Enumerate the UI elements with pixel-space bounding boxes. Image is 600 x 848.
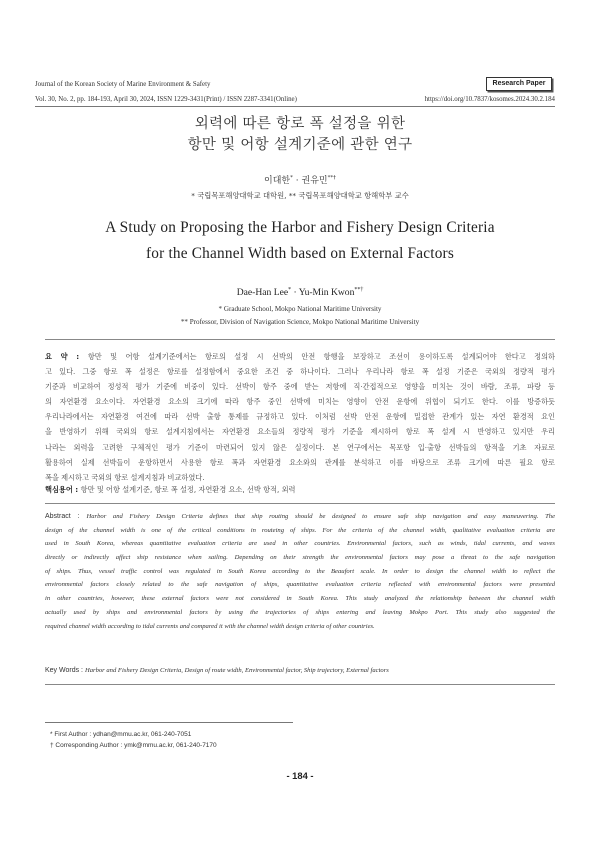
english-abstract-line: actually used by ships and environmental factors by using the trajectories of ships entering and leaving Mokpo Port. This study also suggested the [45, 608, 555, 616]
english-abstract-line: environmental factors closely related to the safe navigation of ships, quantitative evaluation criteria reflected with environmental factors were presented [45, 581, 555, 589]
korean-abstract-line: 기준과 비교하여 정성적 평가 기준에 비중이 있다. 선박이 항주 중에 받는 저항에 직·간접적으로 영향을 미치는 것이 바람, 조류, 파랑 등 [45, 382, 555, 392]
korean-affiliation: * 국립목포해양대학교 대학원, ** 국립목포해양대학교 항해학부 교수 [191, 191, 409, 200]
footnote-divider [45, 722, 293, 723]
abstract-bottom-divider [45, 684, 555, 685]
english-abstract-line: required channel width according to tidal currents and compared it with the channel width design criteria of other countries. [45, 622, 375, 630]
korean-abstract [45, 349, 555, 485]
english-affiliation-2: ** Professor, Division of Navigation Science, Mokpo National Maritime University [180, 318, 420, 326]
english-keywords-label: Key Words : [45, 667, 85, 674]
abstract-mid-divider [45, 503, 555, 504]
author-separator: · [291, 287, 299, 298]
korean-keywords-label: 핵심용어 : [45, 485, 81, 494]
doi-link[interactable]: https://doi.org/10.7837/kosomes.2024.30.2.184 [424, 96, 555, 103]
english-keywords-text: Harbor and Fishery Design Criteria, Design of route width, Environmental factor, Ship trajectory, External factors [84, 667, 389, 674]
english-authors [0, 287, 600, 298]
english-abstract-line: of ships. Thus, vessel traffic control was regulated in South Korea according to the Beaufort scale. In order to design the channel width to reflect the [45, 567, 555, 575]
english-author-1: Dae-Han Lee [236, 287, 289, 298]
english-title-line-1: A Study on Proposing the Harbor and Fishery Design Criteria [105, 219, 495, 236]
header-divider [35, 106, 555, 107]
english-abstract-line: Abstract : Harbor and Fishery Design Criteria defines that ship routing should be designed to ensure safe ship navigation and easy maneuvering. The [45, 513, 555, 520]
korean-author-2: 권유민 [301, 176, 328, 186]
english-author-1-mark: * [288, 286, 292, 293]
korean-author-2-mark: **† [327, 175, 336, 181]
english-affiliation-1: * Graduate School, Mokpo National Maritime University [218, 305, 382, 313]
korean-keywords [45, 485, 295, 495]
corresponding-author-footnote: † Corresponding Author : ymk@mmu.ac.kr, 061-240-7170 [50, 742, 217, 749]
korean-abstract-line: 고 있다. 그중 항로 폭 설정은 항로를 설정함에서 중요한 조건 중 하나이다. 그러나 우리나라 항로 폭 설정 기준은 국외의 정량적 평가 [45, 367, 555, 377]
first-author-footnote: * First Author : ydhan@mmu.ac.kr, 061-240-7051 [50, 731, 192, 738]
page-number: - 184 - [286, 770, 314, 781]
korean-abstract-line: 의 자연환경 요소이다. 자연환경 요소의 크기에 따라 항주 중인 선박에 미치는 영향이 안전 운항에 위협이 되기도 한다. 이를 방증하듯 [45, 397, 555, 407]
volume-info: Vol. 30, No. 2, pp. 184-193, April 30, 2024, ISSN 1229-3431(Print) / ISSN 2287-3341(Online) [35, 96, 297, 103]
korean-title-line-1: 외력에 따른 항로 폭 설정을 위한 [194, 116, 406, 132]
korean-abstract-line: 폭을 제시하고 국외의 항로 설계지침과 비교하였다. [45, 472, 205, 482]
english-abstract [45, 510, 555, 633]
korean-abstract-line: 우리나라에서는 자연환경 여건에 따라 선박 출항 통제를 규정하고 있다. 이처럼 선박 안전 운항에 밀접한 관계가 있는 자연 환경적 요인 [45, 412, 555, 422]
research-paper-badge: Research Paper [486, 77, 552, 91]
korean-author-1-mark: * [290, 175, 293, 181]
korean-abstract-line: 요 약 : 항만 및 어항 설계기준에서는 항로의 설정 시 선박의 안전 항행을 보장하고 조선이 용이하도록 설계되어야 한다고 정의하 [45, 352, 555, 361]
english-abstract-label: Abstract : [45, 513, 87, 520]
abstract-top-divider [45, 339, 555, 340]
korean-authors [0, 173, 600, 186]
english-abstract-line: directly or indirectly affect ship resistance when sailing. Depending on their strength the environmental factors may pose a threat to the safe navigation [45, 554, 555, 562]
english-abstract-line: used in South Korea, whereas quantitative evaluation criteria are used in other countries. Environmental factors, such as winds, tidal currents, and waves [45, 540, 555, 548]
korean-abstract-label: 요 약 : [45, 352, 88, 361]
korean-abstract-line: 나라는 외력을 고려한 구체적인 평가 기준이 마련되어 있지 않은 실정이다. 본 연구에서는 목포항 입·출항 선박들의 항적을 기초 자료로 [45, 442, 555, 452]
korean-keywords-text: 항만 및 어항 설계기준, 항로 폭 설정, 자연환경 요소, 선박 항적, 외력 [80, 485, 296, 494]
english-abstract-line: design of the channel width is one of the critical conditions in routeing of ships. For the criteria of the channel width, qualitative evaluation criteria are [45, 526, 555, 534]
korean-abstract-line: 활용하여 실제 선박들이 운항하면서 사용한 항로 폭과 자연환경 요소와의 관계를 분석하고 이를 바탕으로 조류 크기에 따른 필요 항로 [45, 457, 555, 467]
english-author-2: Yu-Min Kwon [298, 287, 355, 298]
english-keywords [45, 667, 389, 674]
journal-name: Journal of the Korean Society of Marine Environment & Safety [35, 81, 211, 88]
english-author-2-mark: **† [354, 286, 364, 293]
korean-title-line-2: 항만 및 어항 설계기준에 관한 연구 [187, 137, 413, 153]
english-title-line-2: for the Channel Width based on External Factors [146, 245, 454, 262]
english-abstract-line: in other countries, however, these external factors were not considered in South Korea. This study analyzed the relationship between the channel width [45, 595, 555, 603]
korean-abstract-line: 을 반영하기 위해 국외의 항로 설계지침에서는 자연환경 요소들의 정량적 평가 기준을 제시하여 항로 폭 설계 시 반영하고 있지만 우리 [45, 427, 555, 437]
author-separator: · [292, 176, 302, 186]
korean-author-1: 이대한 [264, 176, 291, 186]
